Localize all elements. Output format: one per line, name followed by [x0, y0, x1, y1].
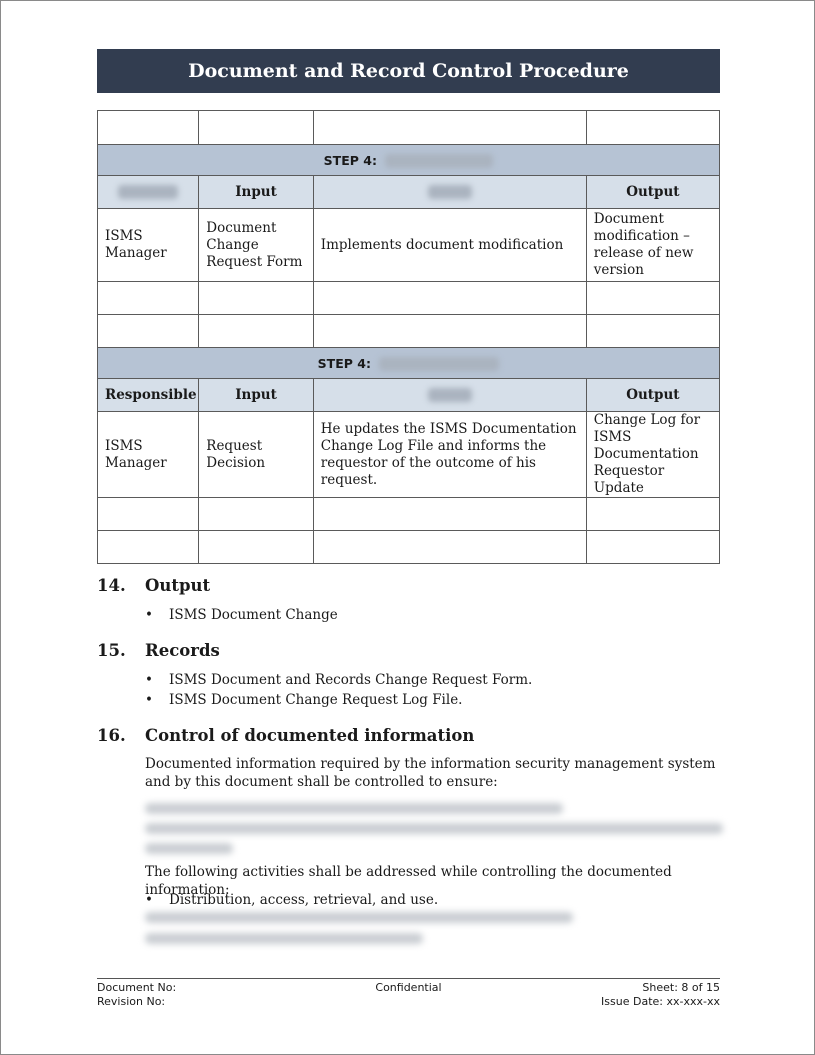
procedure-table — [97, 110, 720, 564]
column-header-output: Output — [586, 176, 719, 209]
redacted-step-name — [379, 357, 499, 371]
column-header-input: Input — [199, 379, 313, 412]
records-list — [145, 670, 532, 710]
section-heading-control — [97, 726, 474, 745]
sheet-number: Sheet: 8 of 15 — [642, 981, 720, 994]
column-header-output: Output — [586, 379, 719, 412]
table-row — [98, 315, 720, 348]
control-intro-paragraph: Documented information required by the information security management system and by this document shall be controlled to ensure: — [145, 756, 716, 790]
redacted-step-name — [385, 154, 493, 168]
classification-label: Confidential — [375, 981, 442, 994]
column-header-activity — [313, 176, 586, 209]
section-title: Output — [145, 576, 211, 595]
step-header — [98, 145, 720, 176]
column-header-activity — [313, 379, 586, 412]
table-row — [98, 531, 720, 564]
redacted-text — [145, 803, 563, 814]
redacted-header — [118, 185, 178, 199]
revision-number: Revision No: — [97, 995, 166, 1008]
step-label: STEP 4: — [317, 355, 371, 371]
section-number: 14. — [97, 576, 126, 595]
step-label: STEP 4: — [323, 152, 377, 168]
activities-intro-paragraph: The following activities shall be addressed while controlling the documented information: — [145, 864, 672, 898]
list-item: • ISMS Document Change — [145, 605, 338, 625]
table-row — [98, 412, 720, 498]
document-number: Document No: — [97, 981, 177, 994]
issue-date: Issue Date: xx-xxx-xx — [601, 995, 720, 1008]
redacted-text — [145, 912, 573, 923]
cell-activity: He updates the ISMS Documentation Change Log File and informs the requestor of the outcome of his request. — [313, 412, 586, 498]
step-header — [98, 348, 720, 379]
cell-responsible: ISMS Manager — [98, 209, 199, 282]
redacted-text — [145, 843, 233, 854]
redacted-text — [145, 823, 723, 834]
cell-output: Change Log for ISMS Documentation Requestor Update — [586, 412, 719, 498]
table-row — [98, 209, 720, 282]
column-header-input: Input — [199, 176, 313, 209]
section-title: Records — [145, 641, 220, 660]
column-header-row — [98, 176, 720, 209]
cell-output: Document modification – release of new version — [586, 209, 719, 282]
table-row — [98, 111, 720, 145]
footer-right — [601, 981, 720, 1009]
column-header-responsible — [98, 176, 199, 209]
activities-list — [145, 890, 438, 910]
section-heading-output — [97, 576, 210, 595]
section-heading-records — [97, 641, 220, 660]
column-header-responsible: Responsible — [98, 379, 199, 412]
redacted-header — [428, 388, 472, 402]
redacted-text — [145, 933, 423, 944]
table-row — [98, 498, 720, 531]
list-item: • Distribution, access, retrieval, and use. — [145, 890, 438, 910]
list-item: • ISMS Document and Records Change Request Form. — [145, 670, 532, 690]
document-title: Document and Record Control Procedure — [97, 49, 720, 93]
cell-activity: Implements document modification — [313, 209, 586, 282]
cell-input: Document Change Request Form — [199, 209, 313, 282]
cell-input: Request Decision — [199, 412, 313, 498]
cell-responsible: ISMS Manager — [98, 412, 199, 498]
table-row — [98, 282, 720, 315]
list-item: • ISMS Document Change Request Log File. — [145, 690, 532, 710]
column-header-row — [98, 379, 720, 412]
page-footer — [97, 978, 720, 1008]
output-list — [145, 605, 338, 625]
section-number: 15. — [97, 641, 126, 660]
section-number: 16. — [97, 726, 126, 745]
section-title: Control of documented information — [145, 726, 475, 745]
redacted-header — [428, 185, 472, 199]
